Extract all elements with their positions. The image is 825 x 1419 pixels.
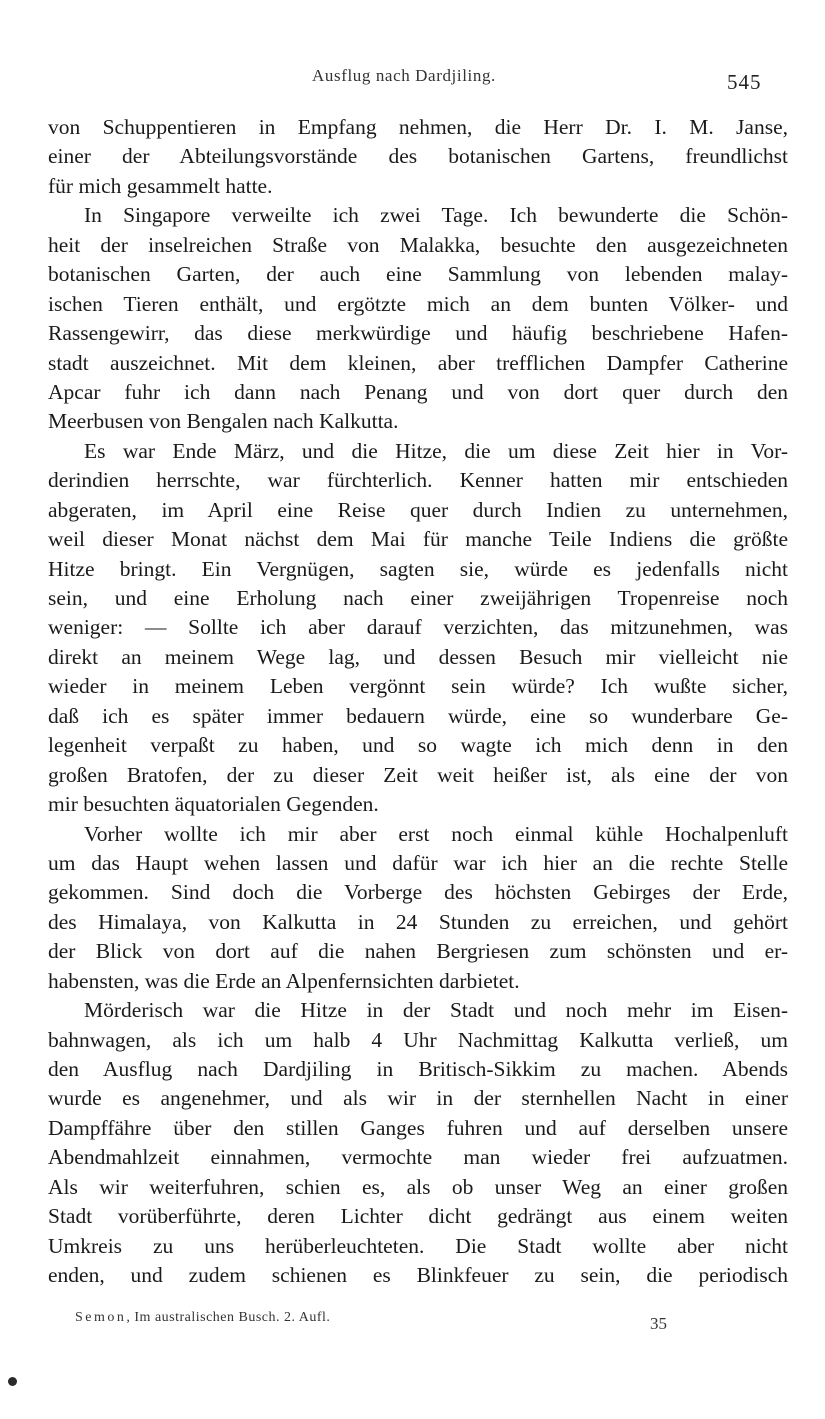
body-text bbox=[48, 113, 788, 1291]
running-header bbox=[0, 62, 825, 92]
text-line: stadt auszeichnet. Mit dem kleinen, aber trefflichen Dampfer Catherine bbox=[48, 350, 788, 375]
text-line: weniger: — Sollte ich aber darauf verzichten, das mitzunehmen, was bbox=[48, 615, 788, 640]
text-line: Umkreis zu uns herüberleuchteten. Die Stadt wollte aber nicht bbox=[48, 1233, 788, 1258]
text-line: weil dieser Monat nächst dem Mai für manche Teile Indiens die größte bbox=[48, 527, 788, 552]
text-line: direkt an meinem Wege lag, und dessen Besuch mir vielleicht nie bbox=[48, 644, 788, 669]
text-line: legenheit verpaßt zu haben, und so wagte ich mich denn in den bbox=[48, 733, 788, 758]
text-line: Abendmahlzeit einnahmen, vermochte man wieder frei aufzuatmen. bbox=[48, 1145, 788, 1170]
text-line: wieder in meinem Leben vergönnt sein würde? Ich wußte sicher, bbox=[48, 674, 788, 699]
text-line: großen Bratofen, der zu dieser Zeit weit heißer ist, als eine der von bbox=[48, 762, 788, 787]
text-line: der Blick von dort auf die nahen Bergriesen zum schönsten und er- bbox=[48, 939, 788, 964]
text-line: Mörderisch war die Hitze in der Stadt und noch mehr im Eisen- bbox=[84, 998, 788, 1023]
text-line: Meerbusen von Bengalen nach Kalkutta. bbox=[48, 409, 399, 434]
text-line: Rassengewirr, das diese merkwürdige und häufig beschriebene Hafen- bbox=[48, 321, 788, 346]
text-line: um das Haupt wehen lassen und dafür war ich hier an die rechte Stelle bbox=[48, 850, 788, 875]
footer-work: , Im australischen Busch. 2. Aufl. bbox=[126, 1310, 331, 1325]
text-line: heit der inselreichen Straße von Malakka, besuchte den ausgezeichneten bbox=[48, 232, 788, 257]
text-line: Vorher wollte ich mir aber erst noch einmal kühle Hochalpenluft bbox=[84, 821, 788, 846]
text-line: derindien herrschte, war fürchterlich. Kenner hatten mir entschieden bbox=[48, 468, 788, 493]
text-line: enden, und zudem schienen es Blinkfeuer zu sein, die periodisch bbox=[48, 1263, 788, 1288]
text-line: Stadt vorüberführte, deren Lichter dicht gedrängt aus einem weiten bbox=[48, 1204, 788, 1229]
text-line: Als wir weiterfuhren, schien es, als ob unser Weg an einer großen bbox=[48, 1174, 788, 1199]
text-line: Hitze bringt. Ein Vergnügen, sagten sie, würde es jedenfalls nicht bbox=[48, 556, 788, 581]
text-line: des Himalaya, von Kalkutta in 24 Stunden zu erreichen, und gehört bbox=[48, 909, 788, 934]
text-line: ischen Tieren enthält, und ergötzte mich an dem bunten Völker- und bbox=[48, 291, 788, 316]
text-line: sein, und eine Erholung nach einer zweijährigen Tropenreise noch bbox=[48, 586, 788, 610]
text-line: mir besuchten äquatorialen Gegenden. bbox=[48, 792, 379, 817]
print-speck bbox=[8, 1377, 17, 1386]
text-line: für mich gesammelt hatte. bbox=[48, 173, 273, 198]
text-line: Dampffähre über den stillen Ganges fuhren und auf derselben unsere bbox=[48, 1115, 788, 1140]
text-line: botanischen Garten, der auch eine Sammlung von lebenden malay- bbox=[48, 262, 788, 287]
text-line: wurde es angenehmer, und als wir in der sternhellen Nacht in einer bbox=[48, 1086, 788, 1111]
text-line: einer der Abteilungsvorstände des botanischen Gartens, freundlichst bbox=[48, 144, 788, 169]
text-line: bahnwagen, als ich um halb 4 Uhr Nachmittag Kalkutta verließ, um bbox=[48, 1027, 788, 1052]
text-line: Es war Ende März, und die Hitze, die um diese Zeit hier in Vor- bbox=[84, 438, 788, 463]
running-title: Ausflug nach Dardjiling. bbox=[312, 66, 496, 85]
footer-author: Semon bbox=[75, 1310, 127, 1325]
text-line: In Singapore verweilte ich zwei Tage. Ich bewunderte die Schön- bbox=[84, 203, 788, 228]
text-line: den Ausflug nach Dardjiling in Britisch-Sikkim zu machen. Abends bbox=[48, 1057, 788, 1081]
page-number: 545 bbox=[727, 70, 762, 94]
text-line: abgeraten, im April eine Reise quer durch Indien zu unternehmen, bbox=[48, 497, 788, 522]
text-line: Apcar fuhr ich dann nach Penang und von dort quer durch den bbox=[48, 379, 788, 404]
page-footer bbox=[0, 1310, 825, 1350]
text-line: gekommen. Sind doch die Vorberge des höchsten Gebirges der Erde, bbox=[48, 880, 788, 905]
text-line: von Schuppentieren in Empfang nehmen, die Herr Dr. I. M. Janse, bbox=[48, 115, 788, 139]
text-line: habensten, was die Erde an Alpenfernsichten darbietet. bbox=[48, 968, 520, 993]
text-line: daß ich es später immer bedauern würde, eine so wunderbare Ge- bbox=[48, 703, 788, 728]
sheet-number: 35 bbox=[650, 1314, 667, 1333]
footer-signature bbox=[75, 1310, 330, 1326]
